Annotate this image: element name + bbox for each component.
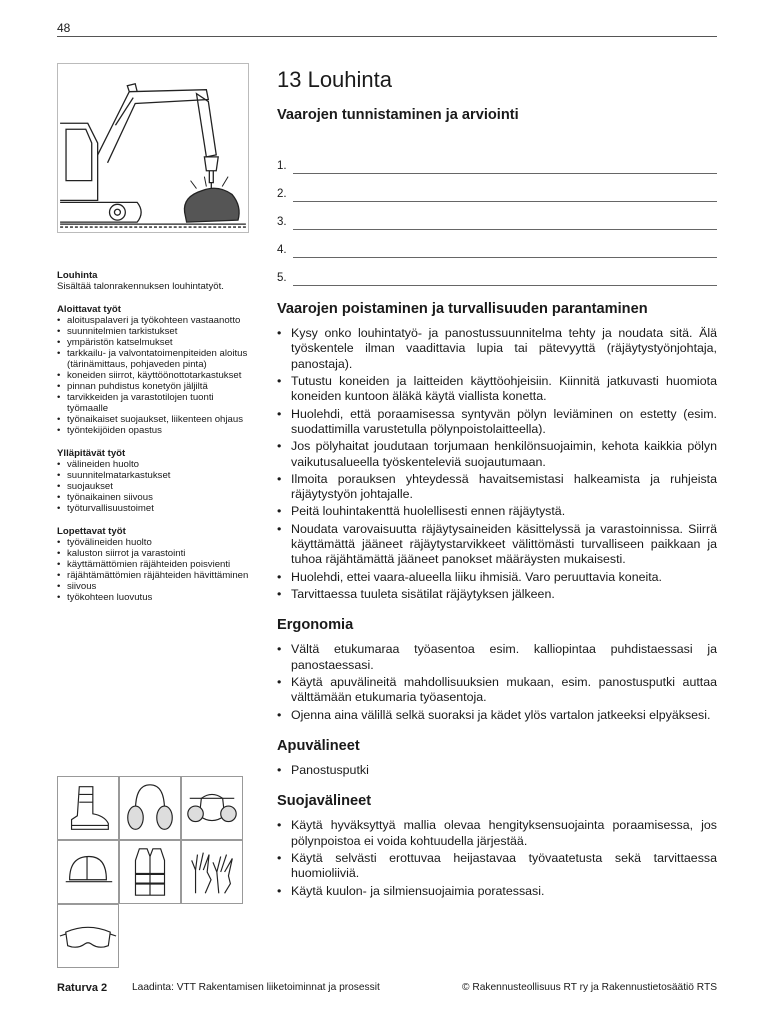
list-item: • suunnitelmien tarkistukset [57, 326, 257, 337]
line-number: 2. [277, 187, 287, 200]
line-number: 3. [277, 215, 287, 228]
list-item: • Huolehdi, ettei vaara-alueella liiku ihmisiä. Varo peruuttavia koneita. [277, 570, 717, 585]
list-item: • Käytä selvästi erottuvaa heijastavaa työvaatetusta sekä tarvittaessa huomioliiviä. [277, 851, 717, 882]
protective-equipment-heading: Suojavälineet [277, 793, 372, 810]
blank-line [293, 187, 717, 202]
list-item: • Huolehdi, että poraamisessa syntyvän pölyn leviäminen on estetty (esim. suodattimilla varustetulla pölynpoistolaitteella). [277, 407, 717, 438]
blank-line [293, 159, 717, 174]
list-item: • suojaukset [57, 481, 257, 492]
list-item: • Ojenna aina välillä selkä suoraksi ja kädet ylös vartalon jatkeeksi elpyäksesi. [277, 708, 717, 723]
reflective-vest-icon [119, 840, 181, 904]
section-heading: Aloittavat työt [57, 304, 121, 315]
blank-line [293, 243, 717, 258]
left-column [57, 270, 257, 603]
list-item: • Käytä apuvälineitä mahdollisuuksien mukaan, esim. panostusputki auttaa välttämään etukumaria työasentoja. [277, 675, 717, 706]
safety-helmet-icon [57, 840, 119, 904]
list-item: • Tarvittaessa tuuleta sisätilat räjäytyksen jälkeen. [277, 587, 717, 602]
hazard-identification-heading: Vaarojen tunnistaminen ja arviointi [277, 107, 519, 123]
protective-equipment-list [277, 818, 717, 899]
line-number: 1. [277, 159, 287, 172]
fill-in-line [277, 258, 717, 286]
fill-in-line [277, 146, 717, 174]
footer-copyright: © Rakennusteollisuus RT ry ja Rakennustietosäätiö RTS [462, 982, 717, 993]
page-title: 13 Louhinta [277, 67, 392, 92]
list-item: • tarvikkeiden ja varastotilojen tuonti työmaalle [57, 392, 257, 414]
list-item: • työntekijöiden opastus [57, 425, 257, 436]
list-item: • siivous [57, 581, 257, 592]
list-item: • tarkkailu- ja valvontatoimenpiteiden aloitus (tärinämittaus, pohjaveden pinta) [57, 348, 257, 370]
ergonomics-heading: Ergonomia [277, 617, 354, 634]
footer-author: Laadinta: VTT Rakentamisen liiketoiminnat ja prosessit [132, 982, 380, 993]
left-subtitle: Sisältää talonrakennuksen louhintatyöt. [57, 281, 224, 292]
list-item: • työnaikaiset suojaukset, liikenteen ohjaus [57, 414, 257, 425]
safety-goggles-icon [57, 904, 119, 968]
excavator-illustration [57, 63, 249, 233]
list-item: • kaluston siirrot ja varastointi [57, 548, 257, 559]
section-lopettavat [57, 526, 257, 603]
list-item: • Ilmoita porauksen yhteydessä havaitsemistasi halkeamista ja ruhjeista räjäytystyön johtajalle. [277, 472, 717, 503]
fill-in-line [277, 202, 717, 230]
respirator-icon [181, 776, 243, 840]
footer-brand: Raturva 2 [57, 982, 108, 994]
list-item: • työnaikainen siivous [57, 492, 257, 503]
hazard-removal-list [277, 326, 717, 602]
hazard-removal-heading: Vaarojen poistaminen ja turvallisuuden parantaminen [277, 301, 648, 317]
list-item: • välineiden huolto [57, 459, 257, 470]
tools-list [277, 763, 717, 778]
section-heading: Lopettavat työt [57, 526, 126, 537]
list-item: • Käytä kuulon- ja silmiensuojaimia poratessasi. [277, 884, 717, 899]
rock-breaker-icon [58, 64, 248, 232]
section-aloittavat [57, 304, 257, 436]
section-yllapitavat [57, 448, 257, 514]
top-rule [57, 36, 717, 37]
blank-line [293, 271, 717, 286]
list-item: • työturvallisuustoimet [57, 503, 257, 514]
left-title: Louhinta [57, 270, 98, 281]
safety-boot-icon [57, 776, 119, 840]
list-item: • Kysy onko louhintatyö- ja panostussuunnitelma tehty ja noudata sitä. Älä työskentele ilman vaadittavia lupia tai pätevyyttä (räjäytystyönjohtaja, panostaja). [277, 326, 717, 372]
list-item: • työvälineiden huolto [57, 537, 257, 548]
hazard-fill-in-list [277, 146, 717, 286]
list-item: • Käytä hyväksyttyä mallia olevaa hengityksensuojainta poraamisessa, jos pölynpoistoa ei voida kohtuudella järjestää. [277, 818, 717, 849]
list-item: • pinnan puhdistus konetyön jäljiltä [57, 381, 257, 392]
line-number: 5. [277, 271, 287, 284]
list-item: • ympäristön katselmukset [57, 337, 257, 348]
list-item: • Panostusputki [277, 763, 717, 778]
list-item: • työkohteen luovutus [57, 592, 257, 603]
list-item: • aloituspalaveri ja työkohteen vastaanotto [57, 315, 257, 326]
list-item: • Peitä louhintakenttä huolellisesti ennen räjäytystä. [277, 504, 717, 519]
page-footer [57, 982, 717, 994]
list-item: • Vältä etukumaraa työasentoa esim. kalliopintaa puhdistaessasi ja panostaessasi. [277, 642, 717, 673]
fill-in-line [277, 174, 717, 202]
list-item: • Noudata varovaisuutta räjäytysaineiden käsittelyssä ja varastoinnissa. Siirrä käyttämättä jääneet räjäytystarvikkeet välittömästi turvalliseen paikkaan ja tuhoa räjähtämättä jääneet panokset määräysten mukaisesti. [277, 522, 717, 568]
blank-line [293, 215, 717, 230]
list-item: • koneiden siirrot, käyttöönottotarkastukset [57, 370, 257, 381]
ppe-icons-grid [57, 776, 243, 970]
section-heading: Ylläpitävät työt [57, 448, 126, 459]
list-item: • käyttämättömien räjähteiden poisvienti [57, 559, 257, 570]
tools-heading: Apuvälineet [277, 737, 360, 754]
list-item: • suunnitelmatarkastukset [57, 470, 257, 481]
ear-muffs-icon [119, 776, 181, 840]
fill-in-line [277, 230, 717, 258]
main-content [277, 66, 717, 901]
list-item: • räjähtämättömien räjähteiden hävittäminen [57, 570, 257, 581]
line-number: 4. [277, 243, 287, 256]
gloves-icon [181, 840, 243, 904]
list-item: • Tutustu koneiden ja laitteiden käyttöohjeisiin. Kiinnitä jatkuvasti huomiota koneiden kuntoon äläkä käytä viallista konetta. [277, 374, 717, 405]
list-item: • Jos pölyhaitat joudutaan torjumaan henkilönsuojaimin, kehota kaikkia pölyn vaikutusalueella työskenteleviä suojautumaan. [277, 439, 717, 470]
ergonomics-list [277, 642, 717, 723]
page-number: 48 [57, 21, 71, 35]
